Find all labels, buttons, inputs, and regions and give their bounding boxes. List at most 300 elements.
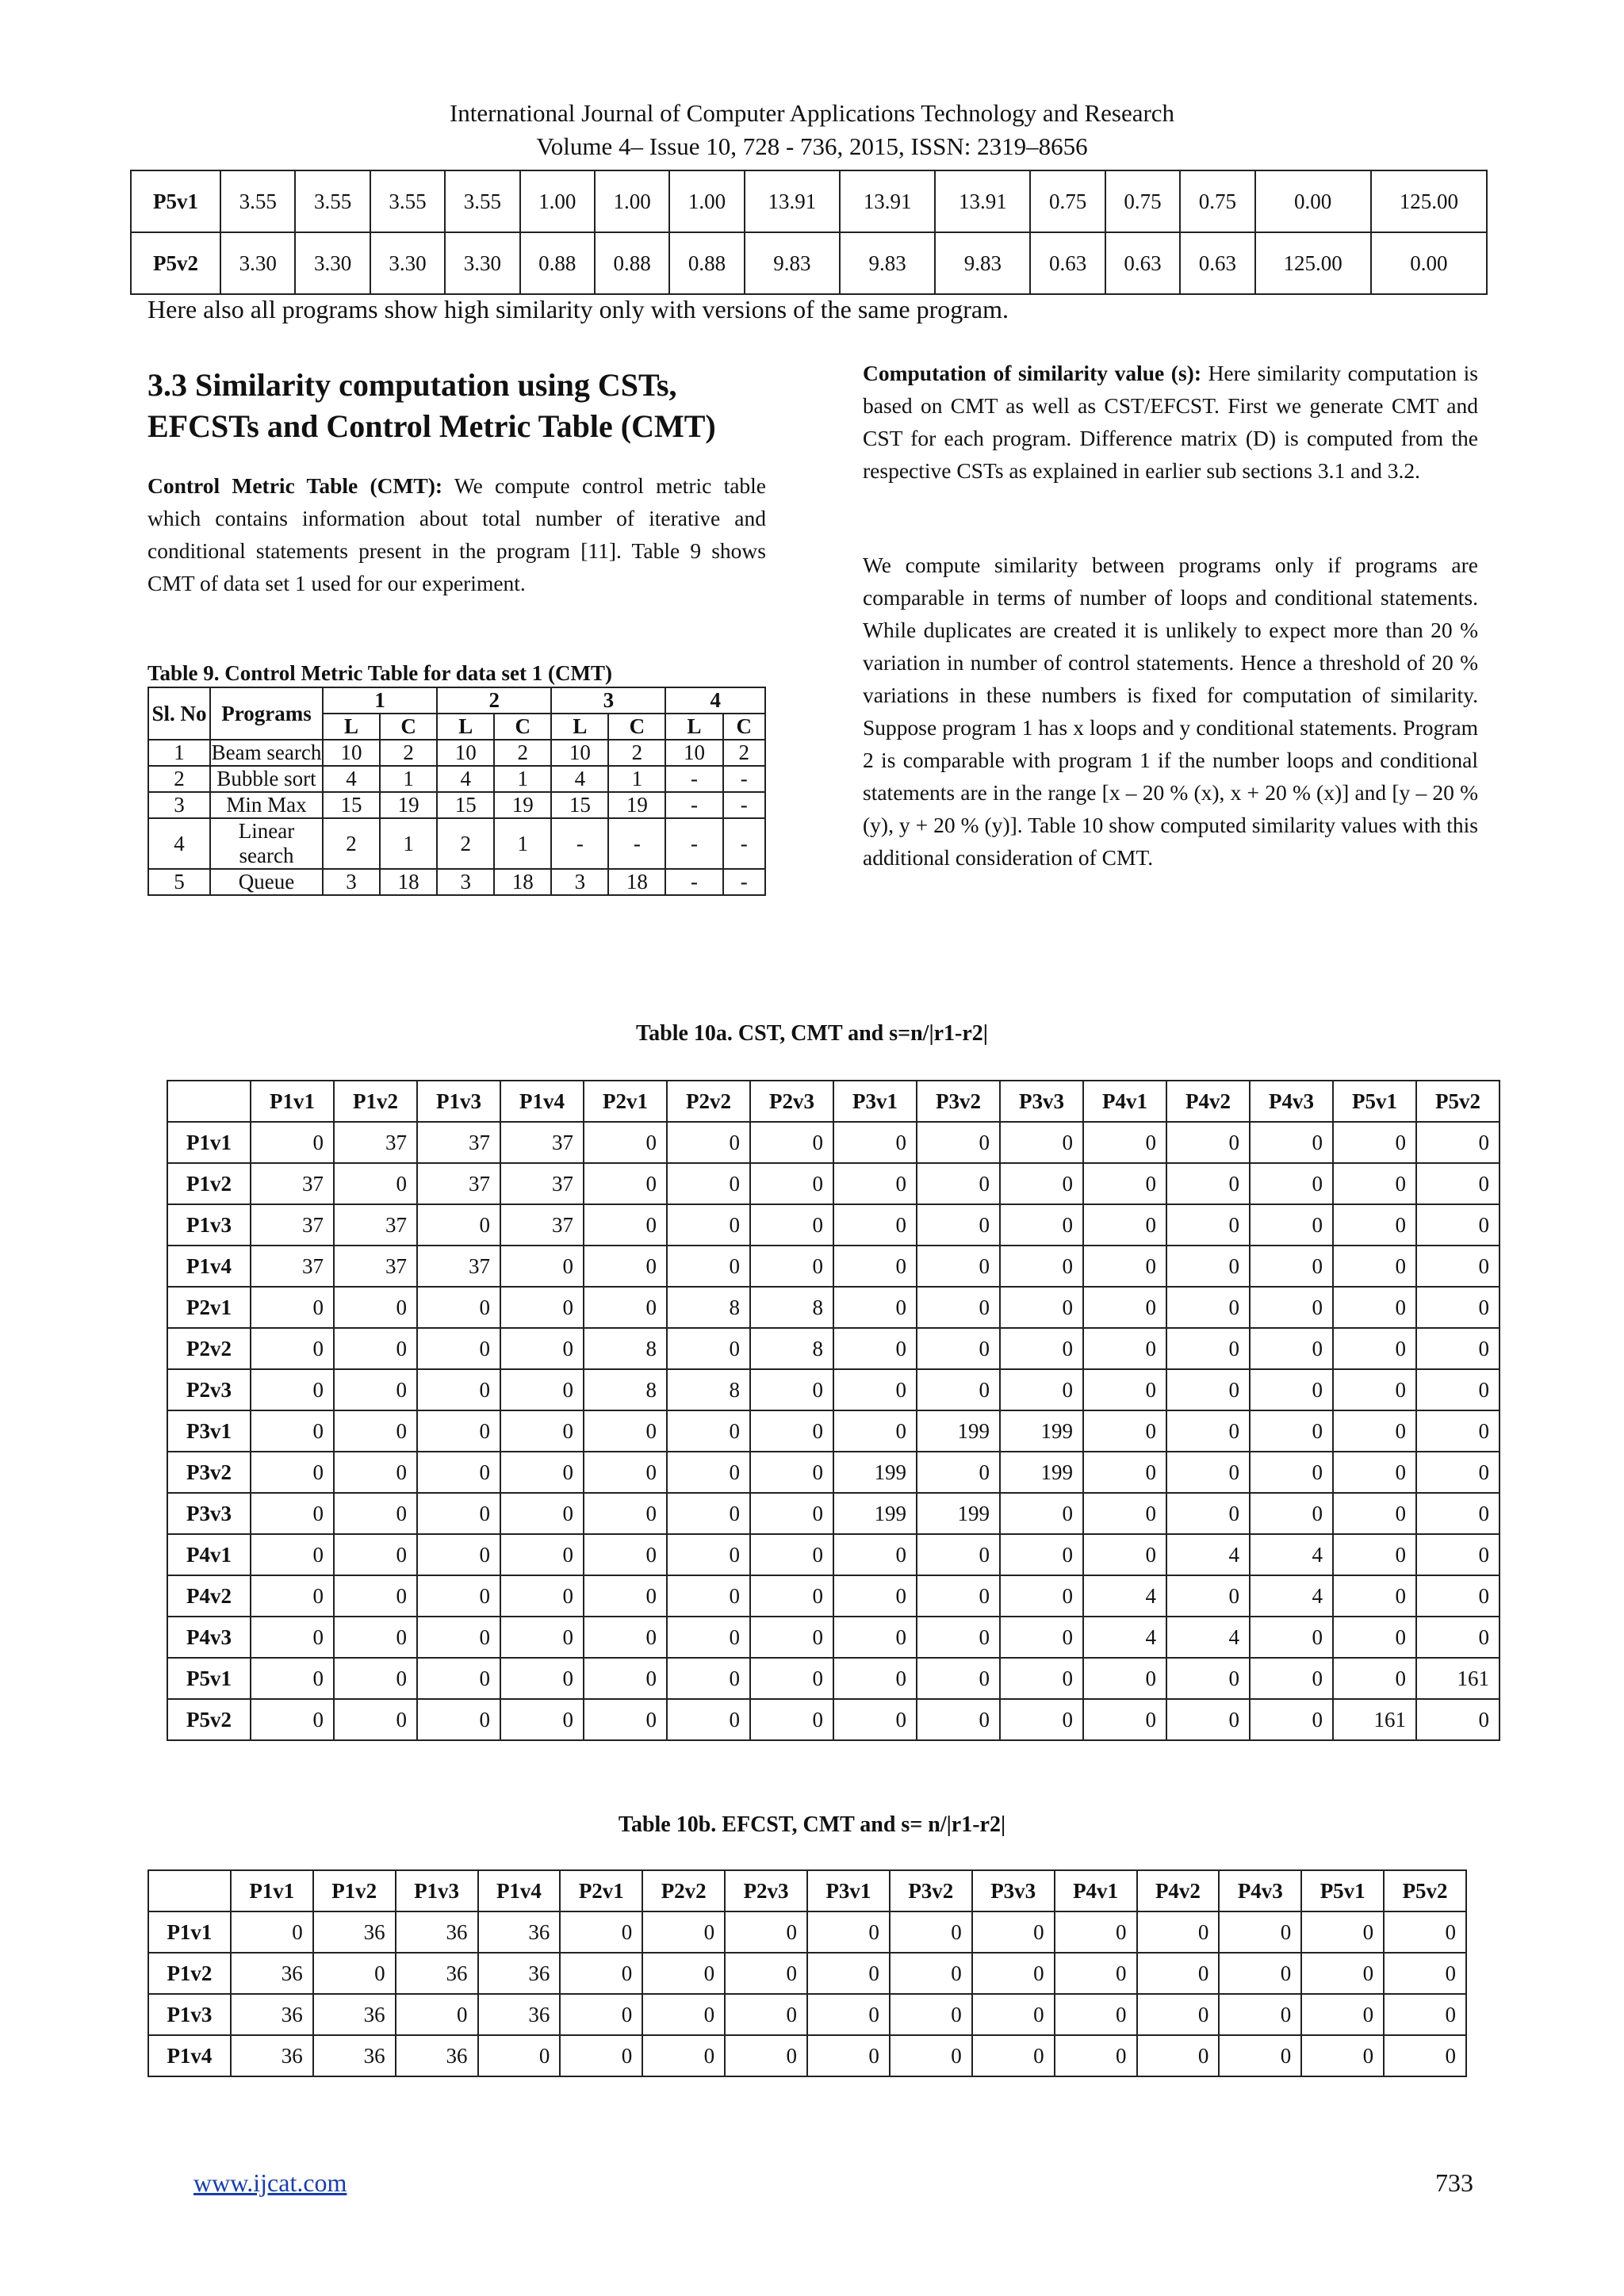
table-cell: 37 <box>251 1246 334 1287</box>
table-cell: 0 <box>334 1617 417 1658</box>
row-header: P1v3 <box>148 1994 231 2035</box>
table-cell: 199 <box>1000 1410 1083 1452</box>
table-cell: 0 <box>1000 1534 1083 1575</box>
table-row <box>167 1493 1500 1534</box>
table9-group-header: 3 <box>551 687 665 714</box>
similarity-text: Here similarity computation is based on CMT as well as CST/EFCST. First we generate CMT and CST for each program. Difference matrix (D) is computed from the respective CSTs as explained in earlier sub sections 3.1 and 3.2. <box>863 361 1478 483</box>
table-cell: 0 <box>251 1410 334 1452</box>
table-cell: 0 <box>1250 1369 1333 1410</box>
table-cell: 0 <box>1301 1953 1384 1994</box>
table-cell: 0 <box>251 1287 334 1328</box>
table-cell: 3.55 <box>220 170 295 232</box>
table-cell: 0 <box>1137 1994 1220 2035</box>
column-header: P3v1 <box>833 1081 917 1122</box>
table-cell: 0 <box>667 1452 750 1493</box>
table-cell: 0 <box>500 1575 584 1617</box>
table9-programs-header: Programs <box>210 687 323 740</box>
table9-cell: 18 <box>608 869 665 895</box>
table-cell: 0 <box>1219 1911 1301 1953</box>
table9-cell: 19 <box>608 792 665 818</box>
table9-cell: 3 <box>323 869 380 895</box>
table-cell: 0.75 <box>1180 170 1254 232</box>
table-cell: 0 <box>972 1994 1055 2035</box>
table-cell: 0 <box>1166 1575 1250 1617</box>
table-note: Here also all programs show high similarity only with versions of the same program. <box>147 295 1009 323</box>
table-cell: 0 <box>1416 1122 1500 1163</box>
table-cell: 0 <box>807 1911 890 1953</box>
table-cell: 0 <box>1250 1287 1333 1328</box>
table-row <box>148 1911 1466 1953</box>
column-header: P1v2 <box>334 1081 417 1122</box>
table-cell: 0 <box>917 1122 1000 1163</box>
table-cell: 0 <box>334 1493 417 1534</box>
table-cell: 1.00 <box>595 170 669 232</box>
table-cell: 0 <box>725 1994 807 2035</box>
table-cell: 0 <box>417 1699 500 1740</box>
table-cell: 0 <box>833 1658 917 1699</box>
column-header: P2v2 <box>667 1081 750 1122</box>
table-row <box>167 1575 1500 1617</box>
table-cell: 0 <box>1166 1658 1250 1699</box>
table-cell: 0 <box>251 1328 334 1369</box>
table-cell: 0 <box>334 1328 417 1369</box>
table-cell: 0.63 <box>1030 232 1105 294</box>
table-cell: 0.88 <box>520 232 595 294</box>
table10b <box>147 1869 1467 2077</box>
header-row <box>167 1081 1500 1122</box>
table-cell: 0 <box>500 1699 584 1740</box>
table-cell: 0 <box>1055 1994 1137 2035</box>
table-cell: 37 <box>500 1122 584 1163</box>
table-cell: 0 <box>1000 1287 1083 1328</box>
table9-cell: 2 <box>723 740 765 766</box>
table-cell: 36 <box>478 1953 561 1994</box>
table-cell: 36 <box>231 1994 313 2035</box>
table-cell: 0 <box>1083 1287 1166 1328</box>
table-cell: 3.55 <box>295 170 370 232</box>
table9-cell: 10 <box>437 740 494 766</box>
table-cell: 0 <box>1250 1493 1333 1534</box>
table-cell: 0 <box>917 1163 1000 1204</box>
table9-subheader: C <box>608 714 665 740</box>
table-cell: 0 <box>1384 2035 1466 2076</box>
table-cell: 0 <box>1333 1493 1416 1534</box>
table9-subheader: C <box>494 714 551 740</box>
row-header: P2v1 <box>167 1287 251 1328</box>
table-cell: 0 <box>584 1204 667 1246</box>
column-header: P1v4 <box>478 1870 561 1911</box>
table-cell: 0 <box>1166 1493 1250 1534</box>
table9-sl: 5 <box>148 869 210 895</box>
column-header: P4v1 <box>1083 1081 1166 1122</box>
table-cell: 125.00 <box>1255 232 1371 294</box>
table-cell: 0 <box>725 1953 807 1994</box>
table-row <box>167 1328 1500 1369</box>
table-cell: 0 <box>725 2035 807 2076</box>
table9-row <box>148 740 765 766</box>
table-cell: 37 <box>251 1163 334 1204</box>
table-cell: 0 <box>584 1699 667 1740</box>
table-cell: 3.30 <box>295 232 370 294</box>
row-header: P1v1 <box>167 1122 251 1163</box>
table-cell: 0 <box>750 1122 833 1163</box>
row-header: P4v3 <box>167 1617 251 1658</box>
table-cell: 0 <box>1083 1246 1166 1287</box>
table-cell: 37 <box>334 1246 417 1287</box>
table9-group-header: 4 <box>665 687 765 714</box>
table-cell: 0 <box>584 1575 667 1617</box>
table-cell: 0 <box>1416 1204 1500 1246</box>
table-cell: 0 <box>917 1369 1000 1410</box>
table-cell: 37 <box>251 1204 334 1246</box>
table-cell: 0 <box>1416 1287 1500 1328</box>
table-cell: 0 <box>725 1911 807 1953</box>
table-cell: 0 <box>917 1575 1000 1617</box>
table-cell: 0 <box>750 1658 833 1699</box>
table-cell: 0 <box>667 1575 750 1617</box>
column-header: P4v3 <box>1219 1870 1301 1911</box>
table-cell: 0 <box>251 1575 334 1617</box>
table-cell: 0 <box>417 1534 500 1575</box>
table9-program: Queue <box>210 869 323 895</box>
table9-sl: 3 <box>148 792 210 818</box>
column-header: P3v2 <box>917 1081 1000 1122</box>
table-row <box>167 1163 1500 1204</box>
table-cell: 0 <box>833 1204 917 1246</box>
table-cell: 0 <box>1166 1163 1250 1204</box>
table-row <box>131 232 1487 294</box>
table-cell: 13.91 <box>840 170 935 232</box>
table-cell: 0 <box>1333 1617 1416 1658</box>
row-header: P1v2 <box>167 1163 251 1204</box>
table-row <box>148 1953 1466 1994</box>
table-cell: 0 <box>1250 1452 1333 1493</box>
table-cell: 0 <box>334 1287 417 1328</box>
table-cell: 0 <box>584 1410 667 1452</box>
table-cell: 0 <box>667 1493 750 1534</box>
table9-cell: - <box>723 818 765 869</box>
table9-cell: - <box>665 818 722 869</box>
table9-cell: 10 <box>551 740 608 766</box>
table-cell: 0 <box>560 2035 642 2076</box>
table-cell: 36 <box>396 1911 478 1953</box>
table-cell: 0 <box>1083 1699 1166 1740</box>
table-cell: 0 <box>1166 1410 1250 1452</box>
table-cell: 9.83 <box>840 232 935 294</box>
table-cell: 0 <box>890 1994 972 2035</box>
table-cell: 161 <box>1416 1658 1500 1699</box>
table-cell: 0 <box>251 1493 334 1534</box>
table-cell: 0 <box>667 1122 750 1163</box>
table-cell: 0 <box>1166 1246 1250 1287</box>
table-cell: 0 <box>1137 1953 1220 1994</box>
row-header: P3v2 <box>167 1452 251 1493</box>
table-cell: 0 <box>417 1328 500 1369</box>
table-cell: 0 <box>334 1699 417 1740</box>
table-cell: 0 <box>1166 1328 1250 1369</box>
section-heading <box>147 365 766 447</box>
table-cell: 0 <box>642 1953 725 1994</box>
table-cell: 36 <box>313 1911 396 1953</box>
table-cell: 0 <box>1219 2035 1301 2076</box>
table-cell: 0 <box>1333 1328 1416 1369</box>
table-cell: 0 <box>1333 1122 1416 1163</box>
table-cell: 0 <box>833 1534 917 1575</box>
table-cell: 0 <box>917 1452 1000 1493</box>
table-row <box>167 1410 1500 1452</box>
table-cell: 0 <box>500 1493 584 1534</box>
table-cell: 0 <box>417 1658 500 1699</box>
table-cell: 0 <box>807 1994 890 2035</box>
table9-subheader: L <box>323 714 380 740</box>
table-cell: 0 <box>1333 1163 1416 1204</box>
similarity-term: Computation of similarity value (s): <box>863 361 1201 385</box>
table-cell: 0 <box>584 1617 667 1658</box>
table-cell: 199 <box>917 1410 1000 1452</box>
table-cell: 0 <box>584 1493 667 1534</box>
table-cell: 0 <box>833 1369 917 1410</box>
table-cell: 0.63 <box>1105 232 1180 294</box>
table-cell: 0 <box>1416 1493 1500 1534</box>
table-cell: 0 <box>1083 1410 1166 1452</box>
table-cell: 0 <box>890 1911 972 1953</box>
table-cell: 0 <box>667 1658 750 1699</box>
column-header: P5v2 <box>1384 1870 1466 1911</box>
table-row <box>131 170 1487 232</box>
table-cell: 0 <box>500 1246 584 1287</box>
table-cell: 0 <box>750 1617 833 1658</box>
table-cell: 0 <box>1166 1369 1250 1410</box>
table-cell: 0 <box>833 1617 917 1658</box>
table-cell: 0 <box>1250 1246 1333 1287</box>
row-header: P1v1 <box>148 1911 231 1953</box>
table9-cell: - <box>723 869 765 895</box>
table-cell: 4 <box>1166 1534 1250 1575</box>
table-cell: 0 <box>500 1287 584 1328</box>
table-cell: 0 <box>1250 1699 1333 1740</box>
table-cell: 0 <box>1166 1699 1250 1740</box>
table-cell: 0 <box>972 1953 1055 1994</box>
table-cell: 0 <box>251 1534 334 1575</box>
table-cell: 0.88 <box>669 232 744 294</box>
table-cell: 0 <box>833 1287 917 1328</box>
cmt-term: Control Metric Table (CMT): <box>147 473 443 498</box>
table9-subheader: L <box>665 714 722 740</box>
column-header: P1v3 <box>417 1081 500 1122</box>
table-cell: 36 <box>396 2035 478 2076</box>
table-cell: 0 <box>1333 1246 1416 1287</box>
table-cell: 0.75 <box>1030 170 1105 232</box>
table-cell: 0 <box>1000 1328 1083 1369</box>
table-cell: 1.00 <box>520 170 595 232</box>
table-cell: 37 <box>417 1246 500 1287</box>
table-cell: 0 <box>917 1699 1000 1740</box>
table-cell: 125.00 <box>1371 170 1487 232</box>
table-cell: 161 <box>1333 1699 1416 1740</box>
table9-cell: 4 <box>437 766 494 792</box>
column-header: P5v2 <box>1416 1081 1500 1122</box>
table-cell: 0 <box>667 1617 750 1658</box>
table-cell: 13.91 <box>745 170 840 232</box>
table-cell: 9.83 <box>745 232 840 294</box>
table-cell: 0 <box>560 1911 642 1953</box>
table-cell: 8 <box>667 1369 750 1410</box>
table-cell: 0 <box>972 1911 1055 1953</box>
table-cell: 0 <box>1000 1122 1083 1163</box>
table-row <box>167 1246 1500 1287</box>
table-cell: 0 <box>1166 1122 1250 1163</box>
row-header: P1v3 <box>167 1204 251 1246</box>
table-cell: 0 <box>972 2035 1055 2076</box>
continued-table <box>130 170 1488 295</box>
table-cell: 0 <box>417 1575 500 1617</box>
header-row <box>148 1870 1466 1911</box>
table-cell: 0 <box>417 1204 500 1246</box>
table-cell: 0 <box>500 1369 584 1410</box>
table-cell: 0 <box>1166 1204 1250 1246</box>
table-cell: 36 <box>396 1953 478 1994</box>
table-cell: 0 <box>833 1410 917 1452</box>
row-header: P3v3 <box>167 1493 251 1534</box>
row-header: P5v1 <box>167 1658 251 1699</box>
table-row <box>148 1994 1466 2035</box>
column-header: P3v2 <box>890 1870 972 1911</box>
table-cell: 0 <box>1219 1953 1301 1994</box>
table-cell: 199 <box>833 1452 917 1493</box>
table-cell: 0 <box>251 1617 334 1658</box>
table-cell: 0.63 <box>1180 232 1254 294</box>
table9-sl: 4 <box>148 818 210 869</box>
table-cell: 0 <box>750 1534 833 1575</box>
table-cell: 0 <box>334 1369 417 1410</box>
table-cell: 0 <box>833 1163 917 1204</box>
table-cell: 0 <box>1384 1953 1466 1994</box>
table-row <box>167 1658 1500 1699</box>
table-cell: 0 <box>890 2035 972 2076</box>
table-cell: 0 <box>1055 1911 1137 1953</box>
table9-cell: - <box>665 792 722 818</box>
table-cell: 0 <box>1333 1658 1416 1699</box>
table-cell: 4 <box>1083 1575 1166 1617</box>
table-cell: 0 <box>807 1953 890 1994</box>
table-cell: 0 <box>917 1287 1000 1328</box>
table-cell: 0 <box>917 1534 1000 1575</box>
footer-website-link[interactable]: www.ijcat.com <box>193 2168 347 2197</box>
table-cell: 0 <box>584 1658 667 1699</box>
table-cell: 36 <box>231 1953 313 1994</box>
table-cell: 0 <box>334 1452 417 1493</box>
table-cell: 0 <box>833 1699 917 1740</box>
table-cell: 0 <box>1000 1493 1083 1534</box>
table-cell: 0 <box>667 1246 750 1287</box>
table-cell: 0 <box>1333 1287 1416 1328</box>
table9-cell: 15 <box>551 792 608 818</box>
column-header: P3v3 <box>1000 1081 1083 1122</box>
table-cell: 0 <box>334 1163 417 1204</box>
table-cell: 0 <box>917 1658 1000 1699</box>
table-cell: 0 <box>750 1410 833 1452</box>
table9-cell: - <box>723 766 765 792</box>
table-cell: 3.30 <box>220 232 295 294</box>
table-cell: 0 <box>334 1658 417 1699</box>
table-cell: 0 <box>1083 1369 1166 1410</box>
table-row <box>167 1617 1500 1658</box>
table9-cell: - <box>665 869 722 895</box>
similarity-paragraph <box>863 357 1478 487</box>
row-label: P5v2 <box>131 232 220 294</box>
table9-cell: 18 <box>380 869 437 895</box>
table-cell: 0 <box>417 1617 500 1658</box>
column-header: P1v1 <box>231 1870 313 1911</box>
table-cell: 0 <box>1250 1328 1333 1369</box>
table-cell: 8 <box>584 1369 667 1410</box>
table9-subheader: C <box>723 714 765 740</box>
table-cell: 0 <box>890 1953 972 1994</box>
column-header: P2v3 <box>750 1081 833 1122</box>
table-cell: 0 <box>334 1410 417 1452</box>
table9-sl-header: Sl. No <box>148 687 210 740</box>
table9-cell: 1 <box>380 818 437 869</box>
row-header: P4v2 <box>167 1575 251 1617</box>
threshold-paragraph: We compute similarity between programs only if programs are comparable in terms of number of loops and conditional statements. While duplicates are created it is unlikely to expect more than 20 % variation in number of control statements. Hence a threshold of 20 % variations in these numbers is fixed for computation of similarity. Suppose program 1 has x loops and y conditional statements. Program 2 is comparable with program 1 if the number loops and conditional statements are in the range [x – 20 % (x), x + 20 % (x)] and [y – 20 % (y), y + 20 % (y)]. Table 10 show computed similarity values with this additional consideration of CMT. <box>863 553 1478 870</box>
table-cell: 0 <box>1000 1246 1083 1287</box>
table-cell: 37 <box>500 1204 584 1246</box>
table-cell: 0 <box>584 1122 667 1163</box>
row-header: P3v1 <box>167 1410 251 1452</box>
journal-volume: Volume 4– Issue 10, 728 - 736, 2015, ISSN: 2319–8656 <box>536 132 1088 160</box>
table-cell: 0 <box>1000 1204 1083 1246</box>
column-header: P5v1 <box>1301 1870 1384 1911</box>
table-cell: 0 <box>1416 1617 1500 1658</box>
row-label: P5v1 <box>131 170 220 232</box>
table-cell: 0 <box>1301 1911 1384 1953</box>
table-cell: 0 <box>231 1911 313 1953</box>
table-cell: 0 <box>667 1204 750 1246</box>
column-header: P3v1 <box>807 1870 890 1911</box>
table-cell: 0 <box>1416 1163 1500 1204</box>
table-cell: 8 <box>750 1328 833 1369</box>
table9-cell: 10 <box>665 740 722 766</box>
table-cell: 0 <box>1137 2035 1220 2076</box>
table-cell: 199 <box>833 1493 917 1534</box>
table-cell: 0 <box>1219 1994 1301 2035</box>
table-cell: 0 <box>1000 1369 1083 1410</box>
table-cell: 8 <box>584 1328 667 1369</box>
table9-cell: 2 <box>608 740 665 766</box>
table-cell: 0 <box>1333 1204 1416 1246</box>
column-header: P5v1 <box>1333 1081 1416 1122</box>
table-cell: 0 <box>833 1122 917 1163</box>
table9-row <box>148 869 765 895</box>
table-cell: 0 <box>1333 1534 1416 1575</box>
table-cell: 0 <box>560 1994 642 2035</box>
table9-program: Min Max <box>210 792 323 818</box>
table9-subheader: C <box>380 714 437 740</box>
table-cell: 0 <box>750 1246 833 1287</box>
table-cell: 0 <box>1055 1953 1137 1994</box>
table-cell: 0 <box>642 1911 725 1953</box>
table-cell: 0 <box>1333 1410 1416 1452</box>
table-cell: 0 <box>750 1369 833 1410</box>
table-cell: 0 <box>396 1994 478 2035</box>
row-header: P2v3 <box>167 1369 251 1410</box>
table9-cell: 3 <box>551 869 608 895</box>
table-cell: 0 <box>642 2035 725 2076</box>
table9 <box>147 687 766 896</box>
table-cell: 0 <box>667 1328 750 1369</box>
table-cell: 0 <box>642 1994 725 2035</box>
table-cell: 0 <box>1250 1410 1333 1452</box>
